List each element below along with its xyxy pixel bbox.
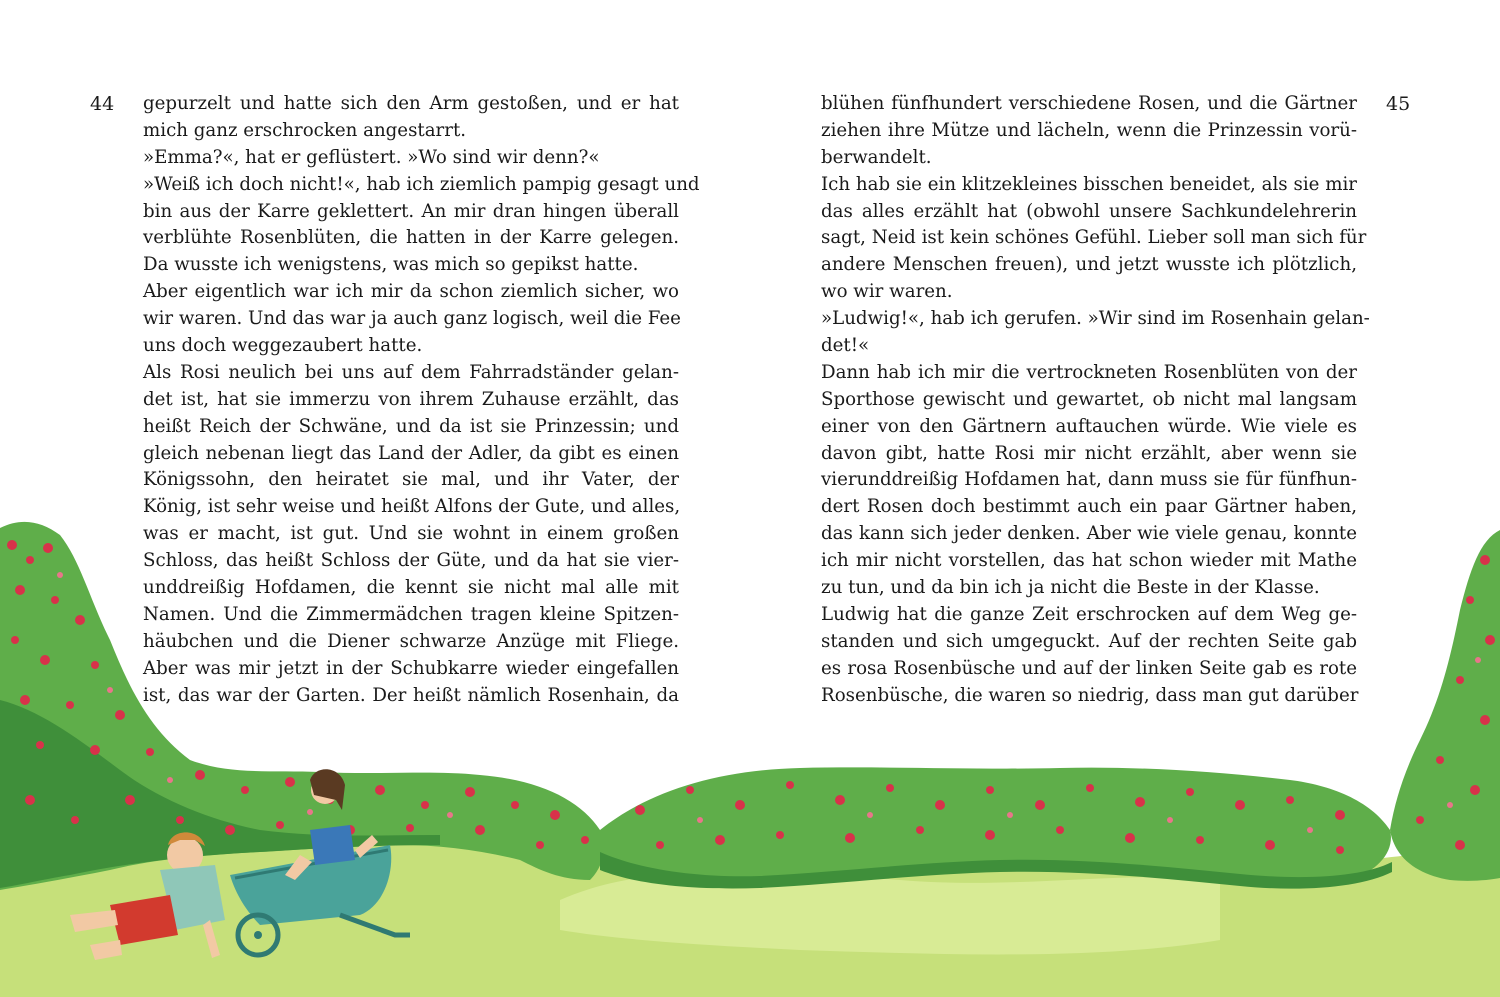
text-line: das kann sich jeder denken. Aber wie viele genau, konnte bbox=[821, 523, 1357, 545]
text-line: det ist, hat sie immerzu von ihrem Zuhause erzählt, das bbox=[143, 388, 679, 410]
page-number-left: 44 bbox=[90, 93, 115, 115]
text-line: Ich hab sie ein klitzekleines bisschen beneidet, als sie mir bbox=[821, 173, 1357, 195]
text-line: Schloss, das heißt Schloss der Güte, und da hat sie vier- bbox=[143, 550, 679, 572]
text-line: vierunddreißig Hofdamen hat, dann muss sie für fünfhun- bbox=[821, 469, 1357, 491]
text-line: Sporthose gewischt und gewartet, ob nicht mal langsam bbox=[821, 388, 1357, 410]
text-line: das alles erzählt hat (obwohl unsere Sachkundelehrerin bbox=[821, 200, 1357, 222]
text-line: Dann hab ich mir die vertrockneten Rosenblüten von der bbox=[821, 361, 1357, 383]
text-line: heißt Reich der Schwäne, und da ist sie Prinzessin; und bbox=[143, 415, 679, 437]
text-line: standen und sich umgeguckt. Auf der rechten Seite gab bbox=[821, 630, 1357, 652]
text-line: »Weiß ich doch nicht!«, hab ich ziemlich pampig gesagt und bbox=[143, 173, 700, 195]
text-line: Aber was mir jetzt in der Schubkarre wieder eingefallen bbox=[143, 657, 679, 679]
text-line: Ludwig hat die ganze Zeit erschrocken auf dem Weg ge- bbox=[821, 603, 1357, 625]
text-line: »Emma?«, hat er geflüstert. »Wo sind wir denn?« bbox=[143, 146, 600, 168]
text-line: häubchen und die Diener schwarze Anzüge mit Fliege. bbox=[143, 630, 679, 652]
text-line: wir waren. Und das war ja auch ganz logisch, weil die Fee bbox=[143, 308, 681, 330]
text-line: unddreißig Hofdamen, die kennt sie nicht mal alle mit bbox=[143, 577, 679, 599]
text-line: Königssohn, den heiratet sie mal, und ihr Vater, der bbox=[143, 469, 679, 491]
text-line: ist, das war der Garten. Der heißt nämlich Rosenhain, da bbox=[143, 684, 679, 706]
text-line: mich ganz erschrocken angestarrt. bbox=[143, 119, 467, 141]
text-line: einer von den Gärtnern auftauchen würde. Wie viele es bbox=[821, 415, 1357, 437]
right-hedge bbox=[1390, 530, 1500, 881]
text-line: verblühte Rosenblüten, die hatten in der Karre gelegen. bbox=[143, 227, 679, 249]
text-line: berwandelt. bbox=[821, 146, 932, 168]
text-line: det!« bbox=[821, 335, 870, 357]
text-line: bin aus der Karre geklettert. An mir dran hingen überall bbox=[143, 200, 679, 222]
text-line: Rosenbüsche, die waren so niedrig, dass man gut darüber bbox=[821, 684, 1359, 706]
text-line: Namen. Und die Zimmermädchen tragen kleine Spitzen- bbox=[143, 603, 679, 625]
right-page-text bbox=[821, 91, 1370, 709]
left-page-text bbox=[143, 91, 700, 709]
text-line: es rosa Rosenbüsche und auf der linken Seite gab es rote bbox=[821, 657, 1357, 679]
text-line: König, ist sehr weise und heißt Alfons der Gute, und alles, bbox=[143, 496, 681, 518]
text-line: Als Rosi neulich bei uns auf dem Fahrradständer gelan- bbox=[143, 361, 679, 383]
text-line: sagt, Neid ist kein schönes Gefühl. Lieber soll man sich für bbox=[821, 227, 1367, 249]
text-line: zu tun, und da bin ich ja nicht die Beste in der Klasse. bbox=[821, 577, 1320, 599]
text-line: blühen fünfhundert verschiedene Rosen, und die Gärtner bbox=[821, 93, 1357, 114]
text-line: andere Menschen freuen), und jetzt wusste ich plötzlich, bbox=[821, 254, 1357, 276]
page-number-right: 45 bbox=[1386, 93, 1411, 115]
text-line: gepurzelt und hatte sich den Arm gestoßen, und er hat bbox=[143, 93, 679, 114]
text-line: Da wusste ich wenigstens, was mich so gepikst hatte. bbox=[143, 254, 639, 276]
text-line: Aber eigentlich war ich mir da schon ziemlich sicher, wo bbox=[143, 281, 679, 303]
text-line: was er macht, ist gut. Und sie wohnt in einem großen bbox=[143, 523, 679, 545]
text-line: »Ludwig!«, hab ich gerufen. »Wir sind im Rosenhain gelan- bbox=[821, 308, 1370, 330]
text-line: gleich nebenan liegt das Land der Adler, da gibt es einen bbox=[143, 442, 679, 464]
text-line: ich mir nicht vorstellen, das hat schon wieder mit Mathe bbox=[821, 550, 1357, 572]
text-line: uns doch weggezaubert hatte. bbox=[143, 335, 423, 357]
text-line: ziehen ihre Mütze und lächeln, wenn die Prinzessin vorü- bbox=[821, 119, 1357, 141]
text-line: wo wir waren. bbox=[821, 281, 953, 303]
text-line: davon gibt, hatte Rosi mir nicht erzählt, aber wenn sie bbox=[821, 442, 1357, 464]
text-line: dert Rosen doch bestimmt auch ein paar Gärtner haben, bbox=[821, 496, 1357, 518]
